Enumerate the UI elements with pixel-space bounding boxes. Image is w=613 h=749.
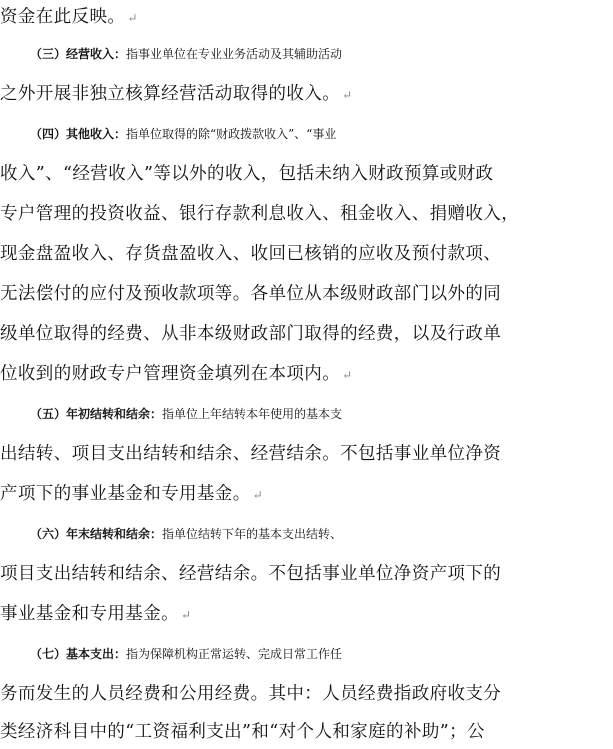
line-text: 专户管理的投资收益、银行存款利息收入、租金收入、捐赠收入， (0, 204, 520, 224)
text-line (0, 679, 613, 709)
text-line (0, 2, 613, 32)
text-line (0, 439, 613, 469)
section-heading: （三）经营收入： (30, 47, 127, 61)
text-line (0, 479, 613, 509)
text-line (0, 639, 613, 669)
line-text: 现金盘盈收入、存货盘盈收入、收回已核销的应收及预付款项、 (0, 244, 502, 264)
text-line (0, 39, 613, 69)
section-heading: （四）其他收入： (30, 127, 127, 141)
text-line (0, 239, 613, 269)
line-text: 出结转、项目支出结转和结余、经营结余。不包括事业单位净资 (0, 444, 502, 464)
line-text: 之外开展非独立核算经营活动取得的收入。 (0, 84, 341, 104)
paragraph-mark-icon: ↵ (342, 88, 353, 102)
line-text: 类经济科目中的“工资福利支出”和“对个人和家庭的补助”；公 (0, 722, 485, 742)
paragraph-mark-icon: ↵ (127, 11, 138, 25)
line-text: 无法偿付的应付及预收款项等。各单位从本级财政部门以外的同 (0, 284, 502, 304)
line-text: 指为保障机构正常运转、完成日常工作任 (126, 647, 343, 661)
text-line (0, 399, 613, 429)
paragraph-mark-icon: ↵ (252, 488, 264, 502)
line-text: 资金在此反映。 (0, 7, 126, 27)
text-line (0, 199, 613, 229)
paragraph-mark-icon: ↵ (342, 368, 353, 382)
line-text: 级单位取得的经费、从非本级财政部门取得的经费，以及行政单 (0, 324, 502, 344)
section-heading: （五）年初结转和结余： (30, 407, 163, 421)
line-text: 收入”、“经营收入”等以外的收入，包括未纳入财政预算或财政 (0, 164, 494, 184)
text-line (0, 599, 613, 629)
text-line (0, 79, 613, 109)
text-line (0, 717, 613, 747)
line-text: 事业基金和专用基金。 (0, 604, 179, 624)
text-line (0, 159, 613, 189)
line-text: 务而发生的人员经费和公用经费。其中：人员经费指政府收支分 (0, 684, 502, 704)
line-text: 指单位上年结转本年使用的基本支 (162, 407, 343, 421)
paragraph-mark-icon: ↵ (181, 608, 192, 622)
text-line (0, 279, 613, 309)
line-text: 位收到的财政专户管理资金填列在本项内。 (0, 364, 341, 384)
line-text: 指单位结转下年的基本支出结转、 (162, 527, 343, 541)
line-text: 产项下的事业基金和专用基金。 (0, 484, 251, 504)
line-text: 指单位取得的除“财政拨款收入”、“事业 (126, 127, 337, 141)
line-text: 项目支出结转和结余、经营结余。不包括事业单位净资产项下的 (0, 564, 502, 584)
section-heading: （六）年末结转和结余： (30, 527, 163, 541)
text-line (0, 559, 613, 589)
text-line (0, 519, 613, 549)
section-heading: （七）基本支出： (30, 647, 127, 661)
text-line (0, 319, 613, 349)
line-text: 指事业单位在专业业务活动及其辅助活动 (126, 47, 343, 61)
text-line (0, 359, 613, 389)
text-line (0, 119, 613, 149)
